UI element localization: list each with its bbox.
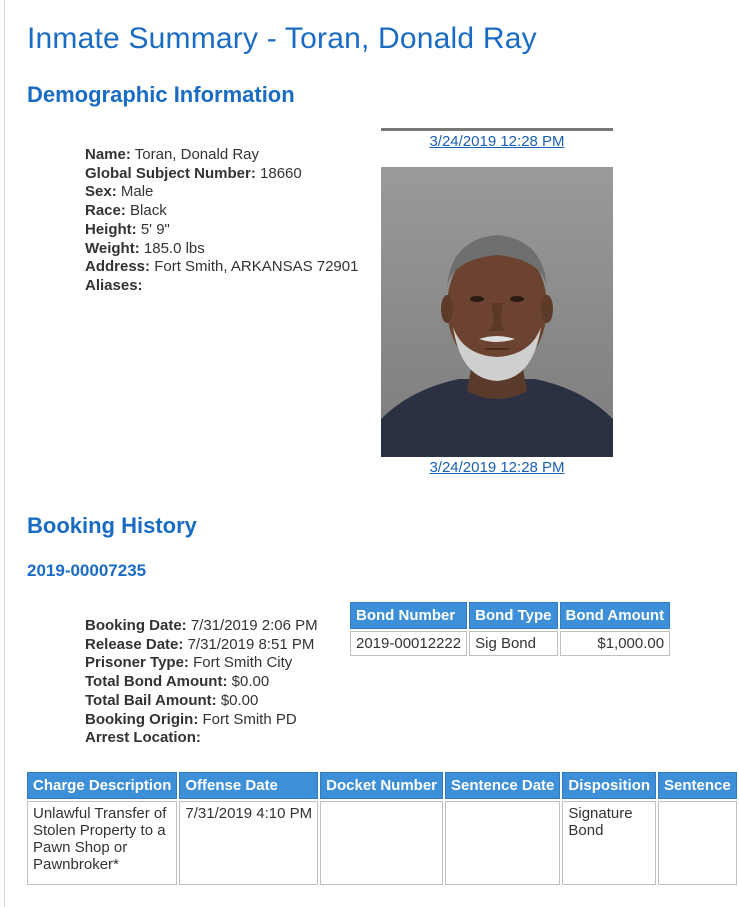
col-bond-number: Bond Number [350, 602, 467, 629]
bond-table-header-row [350, 602, 670, 629]
demographic-heading: Demographic Information [27, 82, 295, 107]
field-global-subject-number: Global Subject Number: 18660 [85, 164, 302, 182]
col-bond-amount: Bond Amount [560, 602, 671, 629]
field-aliases: Aliases: [85, 276, 143, 294]
cell-docket-number [320, 801, 443, 885]
mugshot-image [381, 167, 613, 457]
field-weight: Weight: 185.0 lbs [85, 239, 205, 257]
col-sentence-date: Sentence Date [445, 772, 560, 799]
col-disposition: Disposition [562, 772, 656, 799]
page-title: Inmate Summary - Toran, Donald Ray [27, 22, 537, 55]
col-offense-date: Offense Date [179, 772, 318, 799]
col-docket-number: Docket Number [320, 772, 443, 799]
cell-bond-amount: $1,000.00 [560, 631, 671, 656]
field-sex: Sex: Male [85, 183, 154, 201]
field-release-date: Release Date: 7/31/2019 8:51 PM [85, 635, 315, 653]
field-name: Name: Toran, Donald Ray [85, 146, 259, 163]
table-row [350, 631, 670, 656]
field-arrest-location: Arrest Location: [85, 729, 201, 747]
photo-date-link-top[interactable]: 3/24/2019 12:28 PM [429, 133, 565, 150]
cell-bond-type: Sig Bond [469, 631, 557, 656]
col-charge-description: Charge Description [27, 772, 177, 799]
field-booking-date: Booking Date: 7/31/2019 2:06 PM [85, 617, 318, 634]
booking-history-heading: Booking History [27, 513, 197, 538]
col-bond-type: Bond Type [469, 602, 557, 629]
photo-top-bar [381, 128, 613, 131]
cell-sentence [658, 801, 737, 885]
field-total-bail-amount: Total Bail Amount: $0.00 [85, 691, 259, 709]
col-sentence: Sentence [658, 772, 737, 799]
field-prisoner-type: Prisoner Type: Fort Smith City [85, 654, 293, 672]
mugshot-photo[interactable] [381, 167, 613, 457]
booking-fields [85, 617, 318, 748]
left-border [4, 0, 5, 907]
field-booking-origin: Booking Origin: Fort Smith PD [85, 710, 297, 728]
table-row [27, 801, 737, 885]
photo-date-link-bottom[interactable]: 3/24/2019 12:28 PM [429, 459, 565, 476]
cell-charge-description: Unlawful Transfer of Stolen Property to a Pawn Shop or Pawnbroker* [27, 801, 177, 885]
cell-offense-date: 7/31/2019 4:10 PM [179, 801, 318, 885]
cell-bond-number: 2019-00012222 [350, 631, 467, 656]
cell-disposition: Signature Bond [562, 801, 656, 885]
bond-table [348, 600, 672, 658]
charge-table-header-row [27, 772, 737, 799]
field-address: Address: Fort Smith, ARKANSAS 72901 [85, 258, 359, 276]
charge-table [25, 770, 739, 887]
field-race: Race: Black [85, 202, 167, 220]
booking-number: 2019-00007235 [27, 561, 147, 580]
field-total-bond-amount: Total Bond Amount: $0.00 [85, 673, 270, 691]
demographic-fields [85, 146, 358, 296]
field-height: Height: 5' 9" [85, 220, 170, 238]
cell-sentence-date [445, 801, 560, 885]
